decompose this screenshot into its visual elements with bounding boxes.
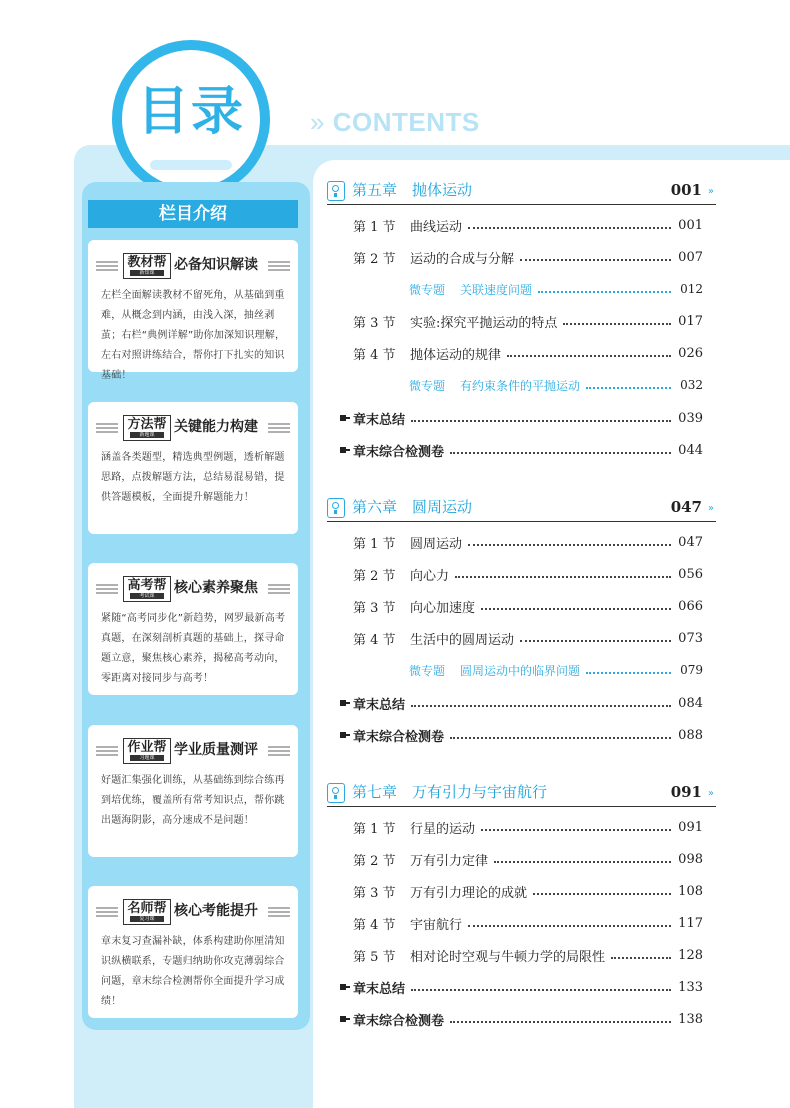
dot-leader (586, 387, 671, 389)
column-badge (123, 738, 171, 764)
chapter-page: 091 (670, 783, 702, 801)
card-header (96, 738, 290, 764)
dot-leader (450, 737, 671, 739)
badge-sub: 考试课 (130, 593, 164, 599)
dot-leader (411, 420, 671, 422)
section-number: 第 4 节 (353, 917, 396, 933)
page-number: 084 (678, 695, 703, 711)
summary-title: 章末总结 (353, 697, 406, 713)
section-number: 第 3 节 (353, 600, 396, 616)
column-badge (123, 899, 171, 925)
section-title: 生活中的圆周运动 (410, 632, 515, 648)
badge-sub: 新题课 (130, 432, 164, 438)
section-title: 万有引力定律 (410, 853, 489, 869)
column-badge (123, 253, 171, 279)
column-card (88, 886, 298, 1018)
column-card (88, 240, 298, 381)
contents-word: CONTENTS (332, 107, 480, 137)
page-number: 138 (678, 1011, 703, 1027)
page-number: 091 (678, 819, 703, 835)
section-number: 第 4 节 (353, 347, 396, 363)
dot-leader (455, 576, 671, 578)
toc-summary-row[interactable] (340, 408, 703, 428)
page-number: 026 (678, 345, 703, 361)
contents-heading (310, 107, 480, 138)
square-bullet-icon (340, 1014, 350, 1024)
section-title: 万有引力理论的成就 (410, 885, 528, 901)
dot-leader (563, 323, 671, 325)
chevron-right-icon: » (707, 503, 714, 514)
chapter-title: 第六章 圆周运动 (352, 498, 473, 516)
stripe-decoration (96, 746, 118, 756)
stripe-decoration (268, 907, 290, 917)
square-bullet-icon (340, 413, 350, 423)
section-number: 第 2 节 (353, 251, 396, 267)
section-title: 行星的运动 (410, 821, 476, 837)
dot-leader (586, 672, 671, 674)
page-number: 098 (678, 851, 703, 867)
dot-leader (507, 355, 671, 357)
dot-leader (481, 829, 671, 831)
column-card (88, 563, 298, 695)
column-card (88, 402, 298, 534)
summary-title: 章末综合检测卷 (353, 729, 445, 745)
summary-title: 章末综合检测卷 (353, 444, 445, 460)
section-number: 第 2 节 (353, 853, 396, 869)
page-number: 039 (678, 410, 703, 426)
badge-sub: 复习课 (130, 916, 164, 922)
card-label: 必备知识解读 (174, 257, 258, 273)
stripe-decoration (96, 423, 118, 433)
toc-section-row[interactable] (353, 343, 703, 363)
lightbulb-base (150, 160, 232, 170)
section-title: 运动的合成与分解 (410, 251, 515, 267)
section-number: 第 5 节 (353, 949, 396, 965)
column-badge (123, 415, 171, 441)
dot-leader (411, 989, 671, 991)
page-number: 066 (678, 598, 703, 614)
badge-name: 作业帮 (127, 740, 167, 755)
section-number: 第 1 节 (353, 821, 396, 837)
section-title: 圆周运动 (410, 536, 463, 552)
toc-section-row[interactable] (353, 817, 703, 837)
toc-section-row[interactable] (353, 913, 703, 933)
card-label: 学业质量测评 (174, 742, 258, 758)
dot-leader (481, 608, 671, 610)
chevron-right-icon: » (707, 186, 714, 197)
section-title: 实验:探究平抛运动的特点 (410, 315, 558, 331)
dot-leader (468, 544, 671, 546)
topic-label: 微专题 (409, 282, 446, 297)
chapter-heading[interactable] (327, 178, 716, 205)
card-header (96, 415, 290, 441)
toc-section-row[interactable] (353, 247, 703, 267)
page-number: 128 (678, 947, 703, 963)
chapter-title: 第七章 万有引力与宇宙航行 (352, 783, 548, 801)
summary-title: 章末综合检测卷 (353, 1013, 445, 1029)
stripe-decoration (268, 423, 290, 433)
stripe-decoration (268, 584, 290, 594)
card-description: 好题汇集强化训练，从基础练到综合练再到培优练，覆盖所有常考知识点，帮你跳出题海阴影，高分速成不是问题！ (101, 775, 285, 826)
toc-summary-row[interactable] (340, 725, 703, 745)
toc-summary-row[interactable] (340, 1009, 703, 1029)
badge-name: 高考帮 (127, 578, 167, 593)
badge-sub: 新知课 (130, 270, 164, 276)
topic-title: 圆周运动中的临界问题 (460, 663, 581, 678)
lightbulb-icon (327, 498, 345, 518)
section-number: 第 1 节 (353, 536, 396, 552)
card-header (96, 253, 290, 279)
page-number: 012 (680, 282, 703, 296)
toc-section-row[interactable] (353, 564, 703, 584)
section-number: 第 3 节 (353, 315, 396, 331)
page-number: 073 (678, 630, 703, 646)
dot-leader (520, 259, 671, 261)
section-title: 向心加速度 (410, 600, 476, 616)
toc-section-row[interactable] (353, 849, 703, 869)
dot-leader (533, 893, 671, 895)
toc-summary-row[interactable] (340, 693, 703, 713)
square-bullet-icon (340, 982, 350, 992)
toc-topic-row[interactable] (353, 660, 703, 680)
card-description: 左栏全面解读教材不留死角，从基础到重难，从概念到内涵，由浅入深，抽丝剥茧；右栏“典例详解”助你加深知识理解，左右对照讲练结合，帮你打下扎实的知识基础！ (101, 290, 286, 381)
dot-leader (520, 640, 671, 642)
stripe-decoration (96, 907, 118, 917)
chapter-page: 001 (670, 181, 702, 199)
section-title: 曲线运动 (410, 219, 463, 235)
toc-section-row[interactable] (353, 596, 703, 616)
stripe-decoration (268, 746, 290, 756)
badge-name: 教材帮 (127, 255, 167, 270)
page-number: 108 (678, 883, 703, 899)
badge-sub: 习题课 (130, 755, 164, 761)
summary-title: 章末总结 (353, 412, 406, 428)
badge-name: 名师帮 (127, 901, 167, 916)
stripe-decoration (96, 261, 118, 271)
card-description: 紧随“高考同步化”新趋势，网罗最新高考真题，在深刻剖析真题的基础上，探寻命题立意，聚焦核心素养，揭秘高考动向，零距离对接同步与高考！ (101, 613, 286, 684)
card-label: 关键能力构建 (174, 419, 258, 435)
toc-section-row[interactable] (353, 628, 703, 648)
badge-name: 方法帮 (127, 417, 167, 432)
card-label: 核心考能提升 (174, 903, 258, 919)
section-number: 第 1 节 (353, 219, 396, 235)
page-number: 088 (678, 727, 703, 743)
page-number: 001 (678, 217, 703, 233)
square-bullet-icon (340, 698, 350, 708)
toc-summary-row[interactable] (340, 440, 703, 460)
section-number: 第 4 节 (353, 632, 396, 648)
page-number: 133 (678, 979, 703, 995)
toc-section-row[interactable] (353, 881, 703, 901)
dot-leader (450, 1021, 671, 1023)
card-header (96, 899, 290, 925)
section-title: 相对论时空观与牛顿力学的局限性 (410, 949, 606, 965)
stripe-decoration (268, 261, 290, 271)
section-number: 第 2 节 (353, 568, 396, 584)
card-description: 章末复习查漏补缺，体系构建助你厘清知识纵横联系，专题归纳助你攻克薄弱综合问题，章末综合检测帮你全面提升学习成绩！ (101, 936, 285, 1007)
dot-leader (611, 957, 671, 959)
square-bullet-icon (340, 730, 350, 740)
page-number: 117 (678, 915, 703, 931)
page-title: 目录 (136, 82, 245, 142)
toc-summary-row[interactable] (340, 977, 703, 997)
lightbulb-icon (327, 783, 345, 803)
toc-section-row[interactable] (353, 311, 703, 331)
section-title: 抛体运动的规律 (410, 347, 502, 363)
chevron-right-icon: » (707, 788, 714, 799)
dot-leader (538, 291, 671, 293)
section-title: 宇宙航行 (410, 917, 463, 933)
toc-topic-row[interactable] (353, 279, 703, 299)
chapter-heading[interactable] (327, 780, 716, 807)
topic-label: 微专题 (409, 663, 446, 678)
toc-section-row[interactable] (353, 215, 703, 235)
dot-leader (411, 705, 671, 707)
page-number: 017 (678, 313, 703, 329)
section-number: 第 3 节 (353, 885, 396, 901)
square-bullet-icon (340, 445, 350, 455)
column-card (88, 725, 298, 857)
dot-leader (494, 861, 671, 863)
dot-leader (450, 452, 671, 454)
stripe-decoration (96, 584, 118, 594)
page-number: 044 (678, 442, 703, 458)
page-number: 032 (680, 378, 703, 392)
lightbulb-icon (327, 181, 345, 201)
topic-title: 有约束条件的平抛运动 (460, 378, 581, 393)
page-number: 047 (678, 534, 703, 550)
summary-title: 章末总结 (353, 981, 406, 997)
card-description: 涵盖各类题型，精选典型例题，透析解题思路，点拨解题方法，总结易混易错，提供答题模板，全面提升解题能力！ (101, 452, 285, 503)
dot-leader (468, 227, 671, 229)
column-badge (123, 576, 171, 602)
page-number: 056 (678, 566, 703, 582)
chapter-title: 第五章 抛体运动 (352, 181, 473, 199)
toc-section-row[interactable] (353, 945, 703, 965)
section-title: 向心力 (410, 568, 450, 584)
topic-label: 微专题 (409, 378, 446, 393)
chapter-page: 047 (670, 498, 702, 516)
toc-topic-row[interactable] (353, 375, 703, 395)
toc-section-row[interactable] (353, 532, 703, 552)
card-label: 核心素养聚焦 (174, 580, 258, 596)
page-number: 079 (680, 663, 703, 677)
sidebar-title: 栏目介绍 (88, 200, 298, 228)
card-header (96, 576, 290, 602)
page-number: 007 (678, 249, 703, 265)
dot-leader (468, 925, 671, 927)
double-chevron-icon: » (310, 107, 325, 137)
chapter-heading[interactable] (327, 495, 716, 522)
topic-title: 关联速度问题 (460, 282, 533, 297)
